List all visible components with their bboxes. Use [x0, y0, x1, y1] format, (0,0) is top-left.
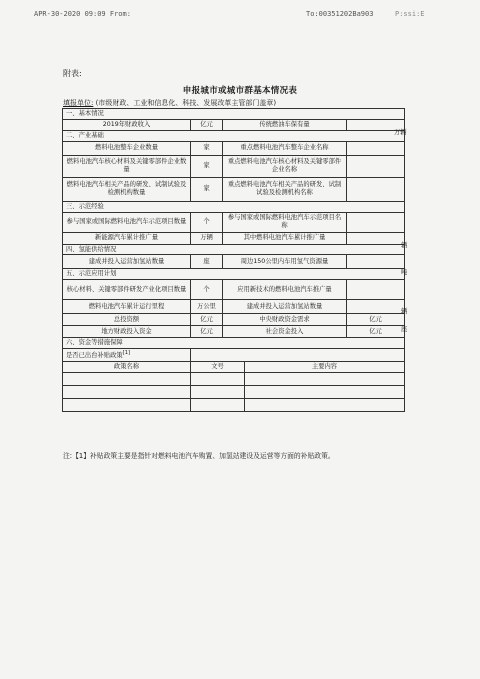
rnd-institution-count-label: 燃料电池汽车相关产品的研发、试制试验及检测机构数量 [63, 177, 191, 201]
rnd-institution-names-label: 重点燃料电池汽车相关产品的研发、试制试验及检测机构名称 [223, 177, 347, 201]
reporting-unit-line [63, 98, 276, 108]
policy-name-cell[interactable] [63, 373, 191, 386]
planned-station-unit: 座 [401, 326, 408, 333]
fax-recipient-line: To:00351202Ba903 [306, 10, 374, 18]
footnote: 注:【1】补贴政策主要是指针对燃料电池汽车购置、加氢站建设及运营等方面的补贴政策。 [63, 452, 335, 460]
hydrogen-resource-value[interactable] [347, 255, 405, 269]
policy-name-header: 政策名称 [63, 362, 191, 373]
component-supplier-names-value[interactable] [347, 155, 405, 177]
new-tech-promotion-value[interactable] [347, 280, 405, 300]
nev-promotion-label: 新能源汽车累计推广量 [63, 232, 191, 244]
planned-station-label: 建成并投入运营加氢站数量 [223, 300, 347, 314]
subsidy-policy-question [63, 349, 191, 362]
policy-content-header: 主要内容 [245, 362, 405, 373]
demo-project-count-label: 参与国家或国际燃料电池汽车示范项目数量 [63, 212, 191, 232]
policy-row [63, 386, 405, 399]
demo-project-names-value[interactable] [347, 212, 405, 232]
local-funding-unit: 亿元 [191, 326, 223, 338]
fuel-vehicle-stock-label: 传统燃油车保有量 [223, 119, 347, 130]
station-count-label: 建成并投入运营加氢站数量 [63, 255, 191, 269]
fax-page-mark: P:ssi:E [395, 10, 425, 18]
attachment-label: 附表: [63, 69, 82, 78]
station-count-unit: 座 [191, 255, 223, 269]
local-funding-label: 地方财政投入资金 [63, 326, 191, 338]
central-funding-unit: 亿元 [347, 314, 405, 326]
fax-sender-line: APR-30-2020 09:09 From: [34, 10, 131, 18]
component-supplier-count-unit: 家 [191, 155, 223, 177]
fcv-promotion-unit: 辆 [401, 242, 408, 249]
rnd-institution-count-unit: 家 [191, 177, 223, 201]
policy-doc-cell[interactable] [191, 386, 245, 399]
section-demo-plan: 五、示范应用计划 [63, 269, 405, 280]
policy-content-cell[interactable] [245, 399, 405, 412]
section-basic: 一、基本情况 [63, 109, 405, 120]
document-title: 申报城市或城市群基本情况表 [182, 86, 298, 96]
vehicle-maker-names-value[interactable] [347, 141, 405, 155]
subsidy-policy-label: 是否已出台补贴政策 [66, 352, 123, 360]
section-industry: 二、产业基础 [63, 130, 405, 141]
new-tech-promotion-label: 应用新技术的燃料电池汽车推广量 [223, 280, 347, 300]
reporting-unit-note: (市级财政、工业和信息化、科技、发展改革主管部门盖章) [95, 99, 277, 107]
hydrogen-resource-unit: 吨 [401, 269, 408, 276]
planned-station-value[interactable] [347, 300, 408, 315]
fcv-promotion-value[interactable] [347, 232, 405, 244]
policy-doc-cell[interactable] [191, 399, 245, 412]
rnd-project-count-label: 核心材料、关键零部件研发产业化项目数量 [63, 280, 191, 300]
fiscal-revenue-unit: 亿元 [191, 119, 223, 130]
section-experience: 三、示范经验 [63, 201, 405, 212]
section-funding-guarantee: 六、资金等措施保障 [63, 338, 405, 349]
policy-row [63, 373, 405, 386]
fuel-vehicle-stock-unit: 万辆 [394, 129, 407, 136]
central-funding-label: 中央财政资金需求 [223, 314, 347, 326]
hydrogen-resource-label: 周边150公里内车用氢气资源量 [223, 255, 347, 269]
demo-project-count-unit: 个 [191, 212, 223, 232]
social-funding-unit: 亿元 [347, 326, 405, 338]
policy-name-cell[interactable] [63, 386, 191, 399]
fiscal-revenue-label: 2019年财政收入 [63, 119, 191, 130]
policy-content-cell[interactable] [245, 373, 405, 386]
subsidy-policy-footnote-ref: [1] [122, 350, 131, 357]
fcv-promotion-label: 其中燃料电池汽车累计推广量 [223, 232, 347, 244]
total-investment-unit: 亿元 [191, 314, 223, 326]
subsidy-policy-answer[interactable] [191, 349, 405, 362]
section-hydrogen-supply: 四、氢能供给情况 [63, 244, 405, 255]
mileage-label: 燃料电池汽车累计运行里程 [63, 300, 191, 314]
vehicle-maker-count-label: 燃料电池整车企业数量 [63, 141, 191, 155]
city-info-form [62, 108, 408, 412]
fax-header [0, 10, 480, 22]
policy-name-cell[interactable] [63, 399, 191, 412]
total-investment-label: 总投资额 [63, 314, 191, 326]
policy-row [63, 399, 405, 412]
nev-promotion-unit: 万辆 [191, 232, 223, 244]
rnd-project-count-unit: 个 [191, 280, 223, 300]
vehicle-maker-count-unit: 家 [191, 141, 223, 155]
component-supplier-names-label: 重点燃料电池汽车核心材料及关键零部件企业名称 [223, 155, 347, 177]
vehicle-maker-names-label: 重点燃料电池汽车整车企业名称 [223, 141, 347, 155]
reporting-unit-label: 填报单位: [63, 99, 94, 107]
component-supplier-count-label: 燃料电池汽车核心材料及关键零部件企业数量 [63, 155, 191, 177]
policy-content-cell[interactable] [245, 386, 405, 399]
rnd-institution-names-value[interactable] [347, 177, 405, 201]
new-tech-promotion-unit: 辆 [401, 308, 408, 315]
policy-doc-header: 文号 [191, 362, 245, 373]
demo-project-names-label: 参与国家或国际燃料电池汽车示范项目名称 [223, 212, 347, 232]
policy-doc-cell[interactable] [191, 373, 245, 386]
mileage-unit: 万公里 [191, 300, 223, 314]
social-funding-label: 社会资金投入 [223, 326, 347, 338]
